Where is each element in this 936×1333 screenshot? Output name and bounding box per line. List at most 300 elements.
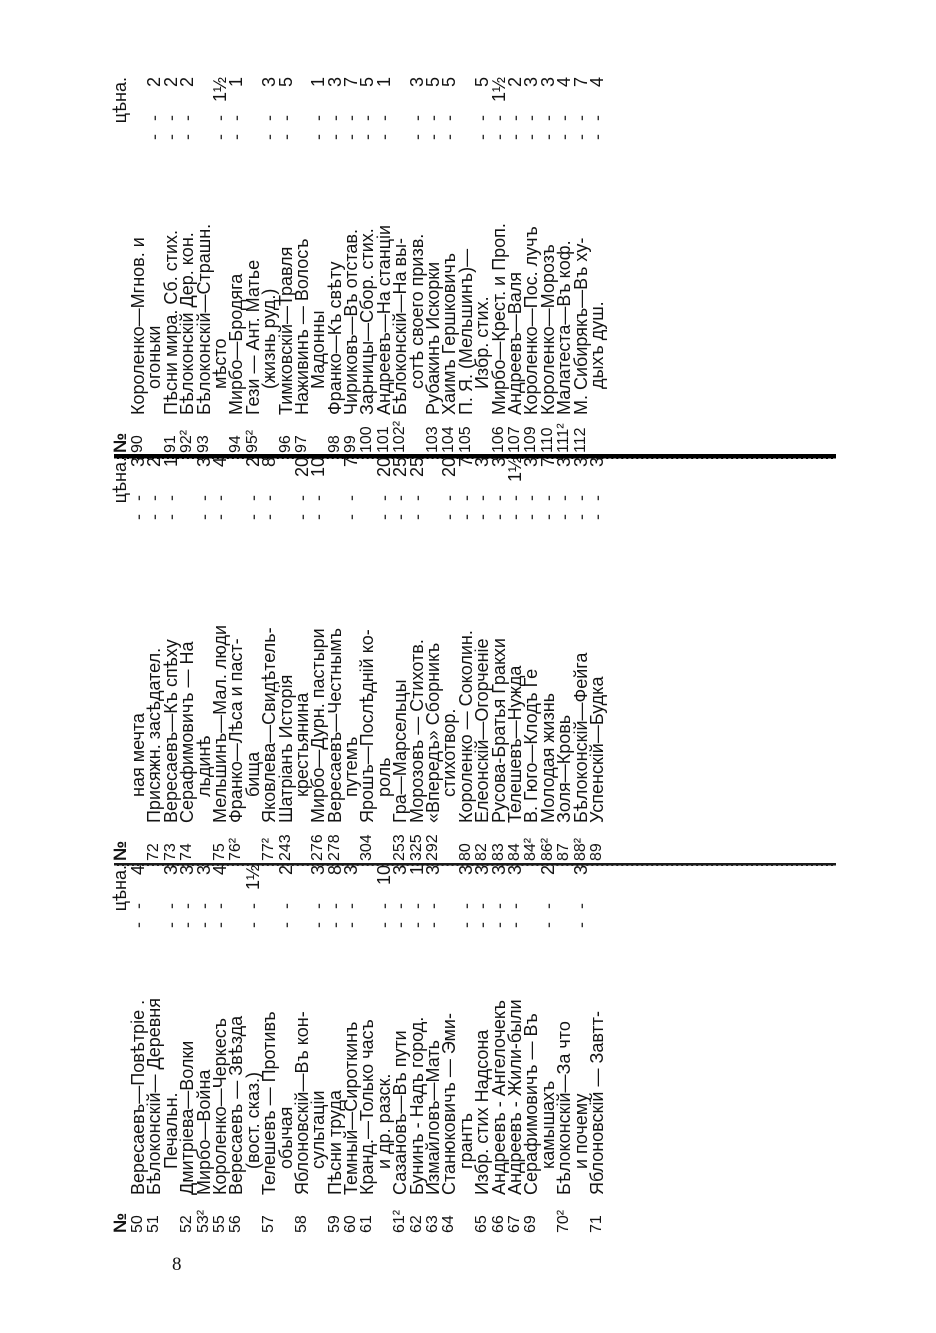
- leader-dots: - -: [406, 491, 427, 520]
- entry-title: Бунинъ - Надъ город.: [406, 1016, 427, 1195]
- entry-title: камышахъ: [537, 1080, 558, 1169]
- entry-title: Тимковскій—Травля: [275, 246, 296, 415]
- price-column-header: цѣна.: [110, 77, 130, 124]
- entry-price: 3: [390, 865, 411, 876]
- entry-number: 51: [145, 1215, 163, 1233]
- leader-dots: - -: [423, 111, 444, 140]
- page-number: 8: [172, 1254, 182, 1275]
- entry-number: 74: [178, 843, 196, 861]
- entry-price: 20: [439, 457, 460, 478]
- entry-number: 84: [505, 843, 523, 861]
- entry-title: льдинѣ: [193, 735, 214, 797]
- entry-title: Франко—Къ свѣту: [324, 261, 345, 415]
- leader-dots: - -: [357, 111, 378, 140]
- entry-price: 2: [504, 77, 525, 88]
- section-header: [110, 863, 130, 1235]
- leader-dots: - -: [226, 111, 247, 140]
- entry-title: Избр. стих Надсона: [472, 1029, 493, 1195]
- entry-title: Вересаевъ—Къ спѣху: [160, 639, 181, 823]
- leader-dots: - -: [472, 491, 493, 520]
- entry-number: 102²: [391, 420, 409, 453]
- entry-price: 1: [373, 77, 394, 88]
- entry-price: 8: [324, 865, 345, 876]
- entry-title: и почему: [570, 1093, 591, 1169]
- entry-price: 1: [406, 865, 427, 876]
- entry-number: 111²: [555, 423, 573, 453]
- entry-title: «Впередъ» Сборникъ: [423, 642, 444, 823]
- entry-title: Ярошъ—Послѣдній ко-: [357, 629, 378, 823]
- entry-title: Серафимовичъ — Въ: [521, 1013, 542, 1195]
- entry-title: Кранд.—Только часъ: [357, 1019, 378, 1195]
- entry-price: 5: [439, 77, 460, 88]
- entry-price: 3: [570, 865, 591, 876]
- entry-price: 3: [193, 865, 214, 876]
- entry-number: 105: [456, 426, 474, 453]
- entry-number: 107: [505, 426, 523, 453]
- entry-number: 59: [325, 1215, 343, 1233]
- entry-number: 64: [440, 1215, 458, 1233]
- entry-price: 5: [472, 77, 493, 88]
- entry-price: 1½: [504, 457, 525, 483]
- entry-number: 104: [440, 426, 458, 453]
- entry-price: 3: [324, 77, 345, 88]
- entry-number: 101: [374, 426, 392, 453]
- entry-price: 3: [177, 865, 198, 876]
- entry-title: дыхъ душ.: [586, 301, 607, 389]
- entry-title: Короленко—Морозъ: [537, 244, 558, 415]
- entry-title: Шатріанъ Исторія: [275, 674, 296, 823]
- entry-number: 89: [587, 843, 605, 861]
- entry-price: 4: [586, 77, 607, 88]
- entry-title: Успенскій—Будка: [586, 676, 607, 823]
- entry-title: Бѣлоконскій—На вы-: [390, 237, 411, 415]
- entry-title: Темный—Сироткинъ: [341, 1021, 362, 1195]
- entry-price: 3: [160, 865, 181, 876]
- leader-dots: - -: [570, 491, 591, 520]
- leader-dots: - -: [472, 899, 493, 928]
- entry-title: Андреевъ—Валя: [504, 272, 525, 415]
- entry-title: Хаимъ Гершковичъ: [439, 252, 460, 415]
- entry-title: сультаціи: [308, 1090, 329, 1169]
- entry-price: 3: [521, 77, 542, 88]
- entry-title: Зарницы—Сбор. стих.: [357, 228, 378, 415]
- entry-price: 3: [504, 865, 525, 876]
- entry-price: 2: [144, 77, 165, 88]
- entry-price: 1: [160, 457, 181, 468]
- entry-title: Русова-Братья Гракхи: [488, 638, 509, 823]
- entry-title: Печальн.: [160, 1092, 181, 1169]
- entry-price: 4: [128, 865, 148, 876]
- leader-dots: - -: [455, 899, 476, 928]
- leader-dots: - -: [488, 899, 509, 928]
- entry-number: 69: [522, 1215, 540, 1233]
- entry-title: Вересаевъ — Звѣзда: [226, 1015, 247, 1195]
- leader-dots: - -: [160, 899, 181, 928]
- leader-dots: - -: [537, 899, 558, 928]
- price-column-header: цѣна.: [110, 865, 130, 912]
- catalogue-entry: [586, 863, 607, 1235]
- catalogue-table: [110, 75, 840, 1235]
- entry-number: 292: [424, 834, 442, 861]
- entry-title: Франко—Лѣса и паст-: [226, 638, 247, 823]
- entry-price: 4: [209, 865, 230, 876]
- leader-dots: - -: [570, 899, 591, 928]
- entry-title: Бѣлоконскій—За что: [554, 1021, 575, 1195]
- entry-title: Яблоновскій — Завтт-: [586, 1011, 607, 1195]
- entry-number: 61²: [391, 1209, 409, 1233]
- entry-title: М. Сибирякъ—Въ ху-: [570, 237, 591, 415]
- entry-number: 243: [276, 834, 294, 861]
- entry-price: 3: [423, 865, 444, 876]
- entry-title: Сазановъ—Въ пути: [390, 1030, 411, 1195]
- entry-number: 110: [538, 427, 556, 453]
- leader-dots: - -: [144, 491, 165, 520]
- entry-number: 61: [358, 1215, 376, 1233]
- entry-number: 77²: [260, 837, 278, 861]
- entry-number: 112: [571, 427, 589, 453]
- entry-title: Пѣсни труда: [324, 1090, 345, 1195]
- leader-dots: - -: [504, 491, 525, 520]
- leader-dots: - -: [439, 111, 460, 140]
- entry-title: Яблоновскій—Въ кон-: [291, 1011, 312, 1195]
- entry-title: стихотвор.: [439, 708, 460, 797]
- entry-title: Короленко—Черкесъ: [209, 1017, 230, 1195]
- entry-title: Мирбо—Дурн. пастыри: [308, 628, 329, 823]
- entry-title: бища: [242, 751, 263, 797]
- section-rows: [130, 863, 605, 1235]
- leader-dots: - -: [209, 111, 230, 140]
- entry-title: (вост. сказ.): [242, 1072, 263, 1169]
- entry-price: 25: [390, 457, 411, 478]
- entry-title: Гра—Марсельцы: [390, 679, 411, 823]
- entry-number: 62: [407, 1215, 425, 1233]
- entry-title: Андреевъ—На станціи: [373, 224, 394, 415]
- entry-price: 3: [259, 77, 280, 88]
- leader-dots: - -: [128, 491, 148, 520]
- entry-number: 276: [309, 834, 327, 861]
- entry-number: 99: [342, 435, 360, 453]
- leader-dots: - -: [521, 111, 542, 140]
- entry-title: Малатеста—Въ коф.: [554, 240, 575, 415]
- entry-price: 4: [209, 457, 230, 468]
- leader-dots: - -: [439, 491, 460, 520]
- entry-number: 55: [210, 1215, 228, 1233]
- entry-number: 253: [391, 834, 409, 861]
- entry-price: 2: [144, 457, 165, 468]
- leader-dots: - -: [537, 491, 558, 520]
- entry-number: 53²: [194, 1209, 212, 1233]
- leader-dots: - -: [455, 491, 476, 520]
- entry-number: 56: [227, 1215, 245, 1233]
- entry-number: 50: [129, 1215, 146, 1233]
- entry-price: 2: [160, 77, 181, 88]
- entry-title: Избр. стих.: [472, 296, 493, 389]
- entry-price: 2: [242, 457, 263, 468]
- leader-dots: - -: [373, 491, 394, 520]
- entry-title: Андреевъ - Жили-были: [504, 999, 525, 1195]
- entry-number: 97: [292, 435, 310, 453]
- entry-title: путемъ: [341, 736, 362, 797]
- entry-title: Андреевъ - Ангелочекъ: [488, 999, 509, 1195]
- section-header: [110, 75, 130, 455]
- leader-dots: - -: [193, 899, 214, 928]
- entry-number: 84²: [522, 837, 540, 861]
- entry-title: Мирбо—Крест. и Проп.: [488, 223, 509, 415]
- entry-number: 72: [145, 843, 163, 861]
- leader-dots: - -: [406, 899, 427, 928]
- entry-number: 325: [407, 834, 425, 861]
- entry-number: 67: [505, 1215, 523, 1233]
- entry-number: 92²: [178, 429, 196, 453]
- leader-dots: - -: [308, 899, 329, 928]
- entry-price: 20: [291, 457, 312, 478]
- entry-number: 100: [358, 426, 376, 453]
- entry-price: 7: [341, 77, 362, 88]
- entry-number: 90: [129, 435, 146, 453]
- leader-dots: - -: [242, 899, 263, 928]
- entry-number: 70²: [555, 1209, 573, 1233]
- number-column-header: №: [110, 1212, 130, 1233]
- leader-dots: - -: [259, 111, 280, 140]
- leader-dots: - -: [488, 491, 509, 520]
- leader-dots: - -: [275, 111, 296, 140]
- entry-title: Мадонны: [308, 310, 329, 389]
- entry-title: Вересаевъ—Честнымъ: [324, 627, 345, 823]
- entry-title: Елеонскій—Огорченіе: [472, 638, 493, 823]
- leader-dots: - -: [259, 491, 280, 520]
- entry-number: 91: [161, 435, 179, 453]
- entry-title: Бѣлоконскій Дер. кон.: [177, 232, 198, 415]
- entry-price: 3: [554, 457, 575, 468]
- entry-number: 93: [194, 435, 212, 453]
- leader-dots: - -: [390, 899, 411, 928]
- entry-title: Мирбо—Бродяга: [226, 273, 247, 415]
- entry-price: 7: [570, 77, 591, 88]
- entry-price: 3: [488, 865, 509, 876]
- leader-dots: - -: [504, 111, 525, 140]
- entry-title: ная мечта: [128, 713, 148, 797]
- entry-number: 75: [210, 843, 228, 861]
- leader-dots: - -: [193, 491, 214, 520]
- entry-price: 25: [406, 457, 427, 478]
- entry-number: 57: [260, 1215, 278, 1233]
- leader-dots: - -: [160, 491, 181, 520]
- leader-dots: - -: [554, 111, 575, 140]
- entry-number: 87: [555, 843, 573, 861]
- leader-dots: - -: [554, 491, 575, 520]
- entry-title: Мельшинъ—Мал. люди: [209, 624, 230, 823]
- leader-dots: - -: [324, 111, 345, 140]
- entry-price: 20: [373, 457, 394, 478]
- entry-title: огоньки: [144, 325, 165, 389]
- section-rows: [130, 455, 605, 863]
- entry-price: 5: [423, 77, 444, 88]
- leader-dots: - -: [406, 111, 427, 140]
- entry-title: роль: [373, 757, 394, 797]
- leader-dots: - -: [128, 899, 148, 928]
- entry-number: 60: [342, 1215, 360, 1233]
- leader-dots: - -: [242, 491, 263, 520]
- entry-price: 3: [472, 457, 493, 468]
- entry-price: 10: [308, 457, 329, 478]
- entry-price: 1: [308, 77, 329, 88]
- leader-dots: - -: [504, 899, 525, 928]
- number-column-header: №: [110, 840, 130, 861]
- entry-price: 3: [586, 457, 607, 468]
- entry-title: Пѣсни мира. Сб. стих.: [160, 229, 181, 415]
- leader-dots: - -: [586, 111, 607, 140]
- entry-title: Наживинъ — Волосъ: [291, 238, 312, 415]
- entry-number: 83: [489, 843, 507, 861]
- catalogue-entry: [586, 455, 607, 863]
- catalogue-section-3: [110, 75, 840, 455]
- entry-price: 3: [472, 865, 493, 876]
- entry-title: обычая: [275, 1106, 296, 1169]
- entry-number: 95²: [243, 429, 261, 453]
- entry-title: Золя—Кровь: [554, 714, 575, 823]
- entry-price: 7: [455, 457, 476, 468]
- entry-number: 71: [587, 1215, 605, 1233]
- entry-title: Станюковичъ — Эми-: [439, 1013, 460, 1195]
- leader-dots: - -: [177, 111, 198, 140]
- entry-number: 278: [325, 834, 343, 861]
- entry-price: 10: [373, 865, 394, 886]
- entry-number: 94: [227, 435, 245, 453]
- leader-dots: - -: [521, 491, 542, 520]
- entry-number: 65: [473, 1215, 491, 1233]
- leader-dots: - -: [423, 899, 444, 928]
- entry-price: 3: [308, 865, 329, 876]
- entry-title: Чириковъ—Въ отстав.: [341, 229, 362, 415]
- entry-price: 1½: [242, 865, 263, 891]
- catalogue-entry: [586, 75, 607, 455]
- leader-dots: - -: [291, 491, 312, 520]
- entry-title: Телешевъ—Нужда: [504, 665, 525, 823]
- entry-price: 1: [226, 77, 247, 88]
- entry-price: 3: [128, 457, 148, 468]
- catalogue-section-2: [110, 455, 840, 863]
- entry-title: Серафимовичъ — На: [177, 641, 198, 823]
- leader-dots: - -: [209, 899, 230, 928]
- entry-title: (жизнь руд.): [259, 288, 280, 389]
- entry-number: 63: [424, 1215, 442, 1233]
- entry-title: Мирбо—Война: [193, 1069, 214, 1195]
- leader-dots: - -: [144, 111, 165, 140]
- leader-dots: - -: [308, 111, 329, 140]
- entry-number: 304: [358, 834, 376, 861]
- entry-title: крестьянина: [291, 692, 312, 797]
- entry-title: Бѣлоконскій—Фейга: [570, 652, 591, 823]
- leader-dots: - -: [341, 111, 362, 140]
- entry-number: 66: [489, 1215, 507, 1233]
- entry-price: 5: [275, 77, 296, 88]
- entry-price: 1½: [488, 77, 509, 103]
- entry-number: 109: [522, 426, 540, 453]
- entry-price: 3: [341, 865, 362, 876]
- entry-price: 3: [455, 865, 476, 876]
- number-column-header: №: [110, 432, 130, 453]
- entry-number: 82: [473, 843, 491, 861]
- entry-number: 103: [424, 426, 442, 453]
- leader-dots: - -: [472, 111, 493, 140]
- leader-dots: - -: [390, 491, 411, 520]
- leader-dots: - -: [324, 899, 345, 928]
- entry-title: Дмитріева—Волки: [177, 1040, 198, 1195]
- entry-number: 86²: [538, 837, 556, 861]
- entry-title: Телешевъ — Противъ: [259, 1011, 280, 1195]
- entry-number: 96: [276, 435, 294, 453]
- section-rows: [130, 75, 605, 455]
- entry-title: и др. разск.: [373, 1073, 394, 1169]
- entry-title: Короленко—Пос. лучъ: [521, 226, 542, 415]
- entry-price: 2: [275, 865, 296, 876]
- leader-dots: - -: [373, 111, 394, 140]
- price-column-header: цѣна.: [110, 457, 130, 504]
- section-header: [110, 455, 130, 863]
- leader-dots: - -: [586, 491, 607, 520]
- leader-dots: - -: [177, 899, 198, 928]
- leader-dots: - -: [209, 491, 230, 520]
- leader-dots: - -: [308, 491, 329, 520]
- entry-title: В. Гюго—Клодъ Ге: [521, 668, 542, 823]
- entry-title: сотѣ своего призв.: [406, 233, 427, 389]
- entry-price: 3: [537, 77, 558, 88]
- leader-dots: - -: [373, 899, 394, 928]
- leader-dots: - -: [275, 899, 296, 928]
- entry-price: 3: [406, 77, 427, 88]
- leader-dots: - -: [537, 111, 558, 140]
- entry-title: мѣсто: [209, 338, 230, 389]
- entry-number: 88²: [571, 837, 589, 861]
- entry-price: 3: [570, 457, 591, 468]
- leader-dots: - -: [341, 899, 362, 928]
- entry-title: Присяжн. засѣдател.: [144, 647, 165, 823]
- entry-price: 1½: [209, 77, 230, 103]
- entry-title: Измайловъ—Мать: [423, 1040, 444, 1195]
- entry-title: грантъ: [455, 1112, 476, 1169]
- entry-price: 2: [537, 865, 558, 876]
- entry-title: Морозовъ — Стихотв.: [406, 639, 427, 823]
- leader-dots: - -: [341, 491, 362, 520]
- catalogue-section-1: [110, 863, 840, 1235]
- entry-number: 52: [178, 1215, 196, 1233]
- entry-number: 76²: [227, 837, 245, 861]
- leader-dots: - -: [488, 111, 509, 140]
- entry-price: 3: [488, 457, 509, 468]
- entry-title: Короленко — Соколин.: [455, 630, 476, 823]
- entry-title: П. Я. (Мельшинъ)—: [455, 248, 476, 415]
- entry-title: Короленко—Мгнов. и: [128, 237, 148, 415]
- leader-dots: - -: [570, 111, 591, 140]
- entry-number: 58: [292, 1215, 310, 1233]
- entry-title: Бѣлоконскій—Страшн.: [193, 223, 214, 415]
- entry-number: 73: [161, 843, 179, 861]
- entry-price: 7: [537, 457, 558, 468]
- entry-number: 106: [489, 426, 507, 453]
- entry-title: Рубакинъ Искорки: [423, 261, 444, 415]
- entry-title: Яковлева—Свидѣтель-: [259, 627, 280, 823]
- entry-number: 80: [456, 843, 474, 861]
- leader-dots: - -: [160, 111, 181, 140]
- entry-price: 8: [259, 457, 280, 468]
- entry-price: 5: [357, 77, 378, 88]
- entry-price: 4: [554, 77, 575, 88]
- entry-title: Гези — Ант. Матье: [242, 259, 263, 415]
- entry-price: 3: [521, 457, 542, 468]
- entry-number: 98: [325, 435, 343, 453]
- entry-title: Молодая жизнь: [537, 692, 558, 823]
- entry-price: 2: [177, 77, 198, 88]
